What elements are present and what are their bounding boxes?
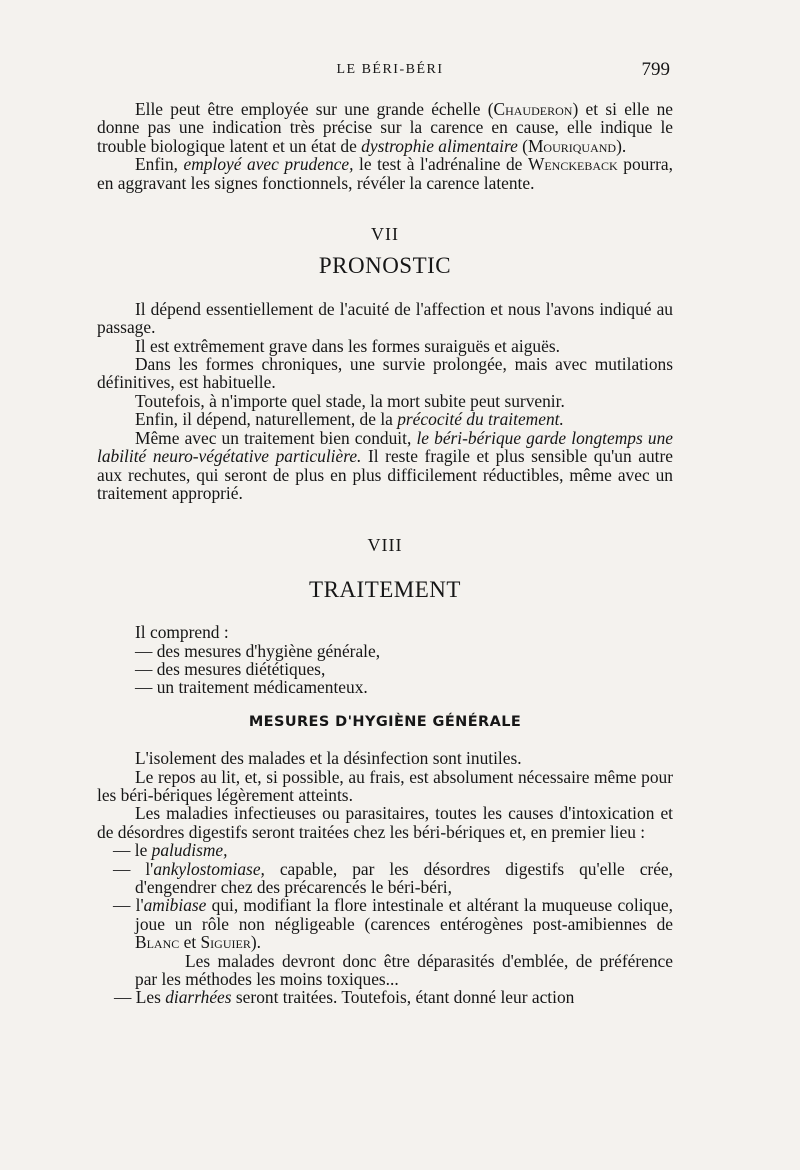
author-name: Wenckeback	[527, 154, 618, 175]
text-run: et	[179, 932, 201, 953]
pronostic-paragraph: Dans les formes chroniques, une survie prolongée, mais avec mutilations définitives, est habituelle.	[97, 354, 673, 393]
deparasitage-paragraph: Les malades devront donc être déparasités d'emblée, de préférence par les méthodes les moins toxiques...	[135, 950, 673, 990]
italic-term: dystrophie alimentaire	[361, 135, 518, 156]
section-number-viii: VIII	[367, 535, 403, 556]
pronostic-paragraph: Il dépend essentiellement de l'acuité de l'affection et nous l'avons indiqué au passage.	[97, 298, 673, 338]
traitement-item: — des mesures diététiques,	[135, 658, 326, 679]
italic-term: le béri-bérique garde longtemps une labilité neuro-végétative particulière.	[97, 427, 673, 467]
author-name: Blanc	[135, 932, 180, 953]
text-run: Même avec un traitement bien conduit,	[135, 427, 417, 448]
section-title-traitement: TRAITEMENT	[309, 576, 461, 602]
dash-item-paludisme	[97, 841, 673, 859]
italic-term: amibiase	[143, 895, 207, 916]
traitement-item: — des mesures d'hygiène générale,	[135, 640, 381, 661]
text-run: ) et si elle ne donne pas une indication très précise sur la carence en cause, elle indique le trouble biologique latent et un état de	[97, 99, 673, 156]
pronostic-paragraph: Il est extrêmement grave dans les formes suraiguës et aiguës.	[135, 335, 560, 356]
intro-paragraph-2	[97, 155, 673, 192]
section-title-pronostic: PRONOSTIC	[318, 253, 452, 279]
text-run: ).	[616, 135, 627, 156]
subheading-hygiene: MESURES D'HYGIÈNE GÉNÉRALE	[248, 713, 522, 730]
text-run: capable, par les désordres digestifs qu'elle crée, d'engendrer chez des précarencés le béri-béri,	[135, 858, 673, 897]
hygiene-paragraph: Le repos au lit, et, si possible, au frais, est absolument nécessaire même pour les béri-bériques légèrement atteints.	[97, 766, 673, 805]
pronostic-paragraph	[97, 429, 673, 503]
text-run: — l'	[113, 858, 154, 879]
section-number-vii: VII	[371, 224, 399, 245]
dash-item-diarrhees	[97, 988, 673, 1006]
page-body	[97, 100, 673, 1007]
text-run: Enfin, il dépend, naturellement, de la	[135, 409, 398, 430]
running-head	[110, 59, 670, 86]
text-run: ).	[250, 932, 261, 953]
text-run: Elle peut être employée sur une grande échelle (	[135, 99, 494, 119]
italic-term: ankylostomiase,	[153, 858, 265, 879]
text-run: — l'	[113, 895, 144, 916]
text-run: Il reste fragile et plus sensible qu'un autre aux rechutes, qui seront de plus en plus difficilement réductibles, même avec un traitement approprié.	[97, 446, 673, 503]
text-run: (	[517, 135, 528, 156]
author-name: Mouriquand	[527, 135, 617, 156]
running-title: LE BÉRI-BÉRI	[336, 62, 444, 77]
text-run: qui, modifiant la flore intestinale et altérant la muqueuse colique, joue un rôle non négligeable (carences entérogènes post-amibiennes de	[135, 895, 673, 934]
hygiene-paragraph: Les maladies infectieuses ou parasitaires, toutes les causes d'intoxication et de désordres digestifs seront traitées chez les béri-bériques et, en premier lieu :	[97, 803, 673, 842]
traitement-item: — un traitement médicamenteux.	[135, 677, 368, 698]
text-run: — Les	[114, 987, 166, 1008]
text-run: — le	[113, 840, 152, 861]
italic-term: employé avec prudence,	[183, 154, 354, 175]
pronostic-paragraph	[97, 410, 673, 428]
italic-term: précocité du traitement.	[397, 409, 564, 430]
dash-item-ankylostomiase	[97, 860, 673, 897]
text-run: Enfin,	[135, 154, 184, 175]
traitement-intro: Il comprend :	[135, 622, 229, 643]
italic-term: diarrhées	[165, 987, 232, 1008]
text-run: pourra, en aggravant les signes fonctionnels, révéler la carence latente.	[97, 154, 673, 193]
hygiene-paragraph: L'isolement des malades et la désinfection sont inutiles.	[135, 748, 522, 769]
text-run: le test à l'adrénaline de	[353, 154, 528, 175]
text-run: seront traitées. Toutefois, étant donné leur action	[231, 987, 575, 1008]
dash-item-amibiase	[97, 896, 673, 951]
pronostic-paragraph: Toutefois, à n'importe quel stade, la mort subite peut survenir.	[135, 390, 565, 411]
author-name: Chauderon	[493, 99, 573, 119]
italic-term: paludisme,	[151, 840, 228, 861]
page-number: 799	[641, 59, 670, 80]
author-name: Siguier	[200, 932, 251, 953]
intro-paragraph-1	[97, 100, 673, 155]
